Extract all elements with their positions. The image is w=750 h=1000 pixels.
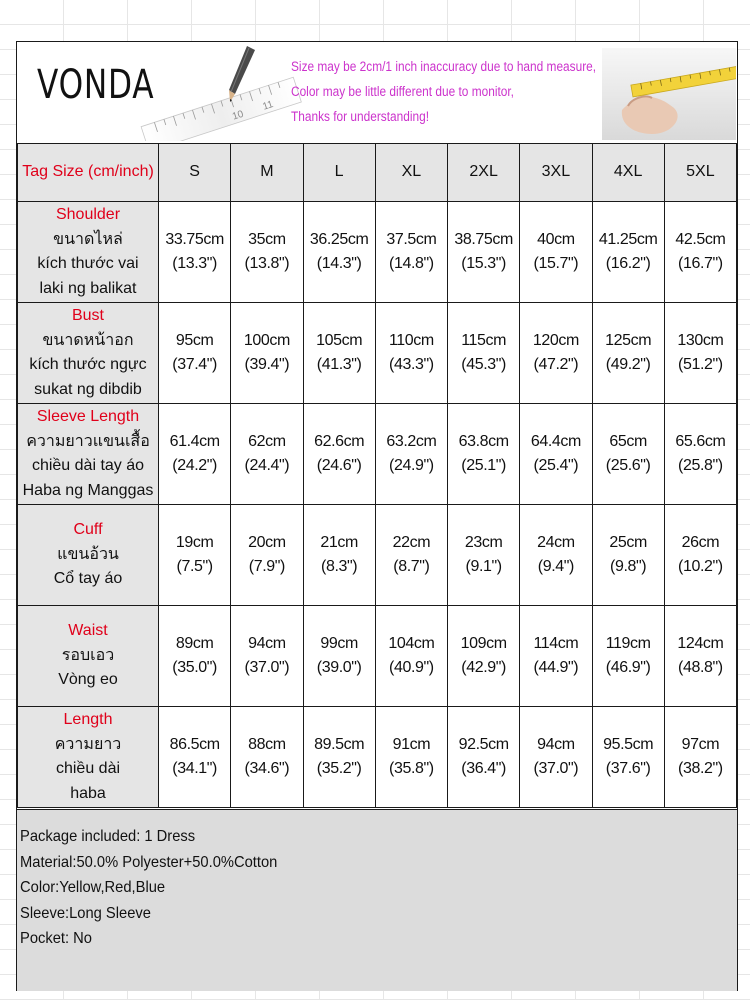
value-cm: 120cm [532, 331, 579, 349]
value-cm: 65cm [609, 432, 647, 450]
measurement-cell [520, 303, 592, 404]
measurement-cell [448, 505, 520, 606]
measurement-cell [664, 404, 736, 505]
measurement-cell [664, 505, 736, 606]
measurement-cell [303, 505, 375, 606]
measurement-translation: Vòng eo [58, 671, 118, 689]
value-inch: (39.0") [316, 659, 362, 676]
note-hand-measure: Size may be 2cm/1 inch inaccuracy due to hand measure, [291, 59, 597, 74]
value-cm: 119cm [605, 634, 651, 652]
measurement-label-cell [18, 404, 159, 505]
value-inch: (25.4") [533, 457, 579, 474]
value-inch: (16.2") [605, 255, 651, 272]
measurement-name: Waist [68, 622, 108, 640]
value-cm: 22cm [392, 533, 431, 551]
value-cm: 40cm [537, 230, 575, 248]
value-cm: 63.2cm [386, 432, 437, 450]
size-header [159, 144, 231, 202]
value-inch: (10.2") [678, 558, 723, 575]
value-inch: (43.3") [389, 356, 434, 373]
value-cm: 35cm [248, 230, 286, 248]
measurement-cell [159, 202, 231, 303]
value-inch: (24.4") [244, 457, 290, 474]
value-inch: (9.1") [465, 558, 502, 575]
value-cm: 21cm [320, 533, 358, 551]
value-cm: 36.25cm [309, 230, 369, 248]
measurement-cell [448, 202, 520, 303]
value-cm: 23cm [464, 533, 503, 551]
measurement-cell [375, 202, 447, 303]
value-cm: 89.5cm [314, 735, 365, 753]
tag-size-header [18, 144, 159, 202]
measurement-row [18, 606, 737, 707]
value-cm: 26cm [681, 533, 720, 551]
size-header [520, 144, 592, 202]
measurement-cell [303, 404, 375, 505]
brand-logo: VONDA [37, 62, 155, 108]
measurement-cell [592, 707, 664, 808]
value-inch: (34.6") [244, 760, 290, 777]
value-inch: (37.4") [172, 356, 217, 373]
measurement-cell [375, 707, 447, 808]
value-inch: (35.0") [172, 659, 217, 676]
value-cm: 88cm [248, 735, 286, 753]
measurement-cell [303, 303, 375, 404]
value-cm: 64.4cm [530, 432, 581, 450]
value-inch: (8.3") [321, 558, 358, 575]
measurement-cell [592, 202, 664, 303]
measurement-cell [159, 606, 231, 707]
value-cm: 110cm [388, 331, 434, 349]
header-banner [17, 42, 737, 144]
measurement-translation: chiều dài [55, 760, 121, 777]
measurement-cell [448, 404, 520, 505]
measurement-cell [448, 707, 520, 808]
value-cm: 130cm [677, 331, 724, 349]
measurement-label-cell [18, 707, 159, 808]
measurement-label-cell [18, 202, 159, 303]
value-inch: (9.8") [610, 558, 647, 575]
measurement-translation: laki ng balikat [39, 279, 137, 297]
measurement-cell [664, 303, 736, 404]
size-chart-sheet [16, 41, 738, 991]
measurement-translation: รอบเอว [61, 646, 115, 664]
measurement-name: Shoulder [55, 206, 121, 223]
value-inch: (7.9") [248, 558, 285, 575]
value-inch: (24.6") [316, 457, 362, 474]
info-material: Material:50.0% Polyester+50.0%Cotton [20, 853, 278, 871]
ruler-pencil-illustration [135, 44, 303, 141]
measurement-cell [592, 303, 664, 404]
measurement-name: Length [63, 711, 113, 728]
value-cm: 63.8cm [458, 432, 509, 450]
measurement-cell [375, 404, 447, 505]
size-label-4xl: 4XL [613, 163, 643, 181]
value-cm: 65.6cm [675, 432, 726, 450]
note-color-monitor: Color may be little different due to monitor, [291, 84, 514, 99]
note-thanks: Thanks for understanding! [291, 109, 430, 124]
measurement-translation: sukat ng dibdib [34, 380, 142, 398]
measurement-label-cell [18, 505, 159, 606]
measurement-cell [159, 505, 231, 606]
size-label-m: M [260, 163, 274, 181]
value-cm: 33.75cm [165, 230, 224, 248]
value-cm: 42.5cm [675, 230, 726, 248]
value-inch: (39.4") [244, 356, 290, 373]
measurement-row [18, 707, 737, 808]
size-header [375, 144, 447, 202]
value-cm: 92.5cm [458, 735, 509, 753]
measurement-cell [303, 202, 375, 303]
measurement-cell [664, 606, 736, 707]
measurement-cell [231, 707, 303, 808]
value-inch: (37.6") [605, 760, 651, 777]
value-cm: 125cm [605, 331, 652, 349]
value-inch: (24.9") [389, 457, 434, 474]
value-cm: 20cm [248, 533, 286, 551]
measurement-translation: แขนอ้วน [57, 545, 119, 563]
value-cm: 62cm [248, 432, 286, 450]
measurement-cell [664, 202, 736, 303]
value-cm: 86.5cm [169, 735, 220, 753]
measurement-row [18, 303, 737, 404]
value-inch: (40.9") [389, 659, 434, 676]
value-inch: (25.6") [605, 457, 651, 474]
measurement-cell [375, 606, 447, 707]
value-cm: 95cm [175, 331, 214, 349]
measurement-cell [448, 606, 520, 707]
value-cm: 25cm [609, 533, 647, 551]
measurement-cell [231, 303, 303, 404]
value-cm: 124cm [677, 634, 724, 652]
info-pocket: Pocket: No [20, 930, 93, 948]
size-label-5xl: 5XL [686, 163, 715, 181]
measurement-translation: Haba ng Manggas [22, 481, 154, 499]
value-inch: (35.2") [316, 760, 362, 777]
value-inch: (51.2") [678, 356, 723, 373]
value-cm: 91cm [392, 735, 431, 753]
size-label-xl: XL [401, 163, 422, 181]
value-inch: (15.3") [461, 255, 506, 272]
measurement-cell [231, 202, 303, 303]
measurement-cell [448, 303, 520, 404]
value-inch: (45.3") [461, 356, 506, 373]
info-sleeve: Sleeve:Long Sleeve [20, 904, 151, 922]
measurement-label-cell [18, 303, 159, 404]
value-inch: (47.2") [533, 356, 579, 373]
size-header [592, 144, 664, 202]
tag-size-label: Tag Size (cm/inch) [22, 163, 154, 181]
value-inch: (24.2") [172, 457, 217, 474]
value-cm: 109cm [460, 634, 507, 652]
value-inch: (15.7") [533, 255, 579, 272]
value-inch: (8.7") [393, 558, 430, 575]
size-header [231, 144, 303, 202]
value-cm: 24cm [537, 533, 575, 551]
size-label-s: S [189, 163, 200, 181]
measurement-translation: ขนาดไหล่ [53, 230, 123, 248]
value-cm: 99cm [320, 634, 358, 652]
value-cm: 41.25cm [598, 230, 658, 248]
value-cm: 37.5cm [386, 230, 437, 248]
measurement-cell [231, 404, 303, 505]
measurement-name: Bust [71, 307, 104, 324]
measuring-tape-illustration [602, 48, 736, 140]
measurement-translation: Cổ tay áo [53, 570, 123, 588]
measurement-translation: ความยาวแขนเสื้อ [26, 432, 150, 450]
value-inch: (37.0") [244, 659, 290, 676]
measurement-translation: ขนาดหน้าอก [42, 331, 134, 349]
value-inch: (25.1") [461, 457, 506, 474]
size-header-row [18, 144, 737, 202]
measurement-cell [231, 606, 303, 707]
product-info-panel [17, 809, 737, 991]
value-inch: (44.9") [533, 659, 579, 676]
measurement-translation: kích thước ngực [29, 356, 147, 373]
measurement-translation: haba [70, 784, 106, 802]
measurement-cell [375, 505, 447, 606]
measurement-label-cell [18, 606, 159, 707]
value-inch: (34.1") [172, 760, 217, 777]
size-label-3xl: 3XL [541, 163, 571, 181]
value-inch: (48.8") [678, 659, 723, 676]
size-label-2xl: 2XL [469, 163, 498, 181]
measurement-cell [303, 707, 375, 808]
value-cm: 94cm [537, 735, 575, 753]
value-inch: (13.3") [172, 255, 217, 272]
info-package: Package included: 1 Dress [20, 828, 196, 845]
value-cm: 89cm [175, 634, 214, 652]
measurement-cell [159, 303, 231, 404]
measurement-name: Sleeve Length [36, 408, 140, 425]
value-inch: (14.8") [389, 255, 434, 272]
value-cm: 104cm [388, 634, 435, 652]
measurement-notes [291, 54, 638, 129]
measurement-name: Cuff [73, 521, 103, 539]
measurement-row [18, 404, 737, 505]
measurement-cell [592, 606, 664, 707]
value-cm: 114cm [533, 634, 579, 652]
measurement-cell [592, 404, 664, 505]
measurement-cell [520, 202, 592, 303]
value-cm: 115cm [461, 331, 507, 349]
size-table [17, 143, 737, 808]
measurement-translation: chiều dài tay áo [31, 457, 145, 474]
value-inch: (7.5") [176, 558, 213, 575]
value-inch: (46.9") [605, 659, 651, 676]
measurement-cell [664, 707, 736, 808]
measurement-cell [375, 303, 447, 404]
measurement-cell [520, 505, 592, 606]
value-cm: 95.5cm [603, 735, 654, 753]
value-inch: (38.2") [678, 760, 723, 777]
measurement-cell [303, 606, 375, 707]
value-inch: (13.8") [244, 255, 290, 272]
value-inch: (37.0") [533, 760, 579, 777]
value-inch: (16.7") [678, 255, 723, 272]
value-inch: (14.3") [316, 255, 362, 272]
measurement-cell [231, 505, 303, 606]
ruler-mark-10: 10 [231, 108, 246, 123]
size-header [303, 144, 375, 202]
value-cm: 105cm [316, 331, 363, 349]
measurement-cell [159, 404, 231, 505]
value-cm: 94cm [248, 634, 286, 652]
value-inch: (35.8") [389, 760, 434, 777]
measurement-row [18, 202, 737, 303]
value-inch: (41.3") [316, 356, 362, 373]
measurement-translation: ความยาว [54, 735, 122, 753]
value-cm: 38.75cm [454, 230, 513, 248]
measurement-cell [520, 707, 592, 808]
value-cm: 97cm [681, 735, 720, 753]
measurement-row [18, 505, 737, 606]
value-inch: (36.4") [461, 760, 506, 777]
value-cm: 100cm [243, 331, 290, 349]
value-cm: 62.6cm [314, 432, 365, 450]
value-inch: (49.2") [605, 356, 651, 373]
ruler-mark-11: 11 [261, 99, 275, 113]
value-inch: (9.4") [537, 558, 574, 575]
value-inch: (42.9") [461, 659, 506, 676]
value-inch: (25.8") [678, 457, 723, 474]
measurement-translation: kích thước vai [37, 255, 139, 272]
size-label-l: L [334, 163, 344, 181]
value-cm: 19cm [175, 533, 214, 551]
measurement-cell [520, 404, 592, 505]
measurement-cell [159, 707, 231, 808]
value-cm: 61.4cm [169, 432, 220, 450]
measurement-cell [592, 505, 664, 606]
info-color: Color:Yellow,Red,Blue [20, 879, 166, 897]
size-header [448, 144, 520, 202]
measurement-cell [520, 606, 592, 707]
size-header [664, 144, 736, 202]
